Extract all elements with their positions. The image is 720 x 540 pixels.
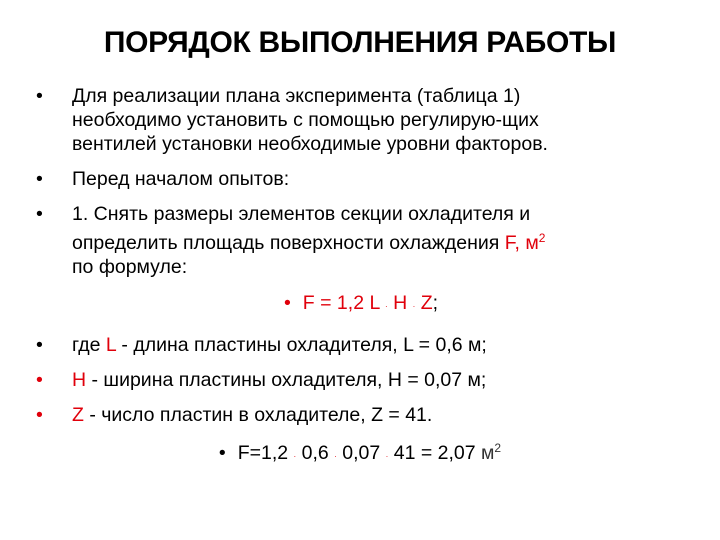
calc-part: 0,07 <box>336 442 386 464</box>
formula-symbol-f: F <box>302 292 315 314</box>
bullet-dot-icon: • <box>36 168 43 190</box>
calculation-result <box>0 436 720 469</box>
multiply-dot: · <box>334 452 337 461</box>
formula-semicolon: ; <box>432 292 439 314</box>
calc-part: 41 = 2,07 <box>388 442 482 464</box>
result-unit: м <box>481 442 495 464</box>
bullet-dot-icon: • <box>283 292 291 314</box>
formula-equals: = 1,2 <box>314 292 370 314</box>
bullet-item-def-z <box>36 403 686 427</box>
bullet-dot-icon: • <box>36 203 43 225</box>
definition-prefix: где <box>72 334 106 356</box>
multiply-dot: · <box>385 302 388 311</box>
bullet-dot-icon: • <box>36 404 43 426</box>
bullet-dot-icon: • <box>218 442 226 464</box>
definition-symbol: L <box>105 334 117 356</box>
definition-text: - длина пластины охладителя, L = 0,6 м; <box>116 334 487 356</box>
bullet-dot-icon: • <box>36 85 43 107</box>
calc-part: 0,6 <box>296 442 335 464</box>
area-unit-exponent: 2 <box>538 231 546 245</box>
formula-symbol-z: Z <box>420 292 433 314</box>
definition-text: - число пластин в охладителе, Z = 41. <box>83 404 433 426</box>
text-fragment: определить площадь поверхности охлаждения <box>72 232 505 254</box>
bullet-item-measure <box>36 202 686 279</box>
text-line: Для реализации плана эксперимента (таблица 1) <box>72 85 521 107</box>
multiply-dot: · <box>293 452 297 461</box>
text-line-with-highlight <box>72 226 686 255</box>
bullet-item-plan <box>36 84 686 156</box>
formula-line <box>36 291 686 319</box>
slide-title: ПОРЯДОК ВЫПОЛНЕНИЯ РАБОТЫ <box>103 26 617 59</box>
definition-symbol: Z <box>72 404 84 426</box>
bullet-dot-icon: • <box>36 369 43 391</box>
definition-line <box>72 368 686 392</box>
definition-line <box>72 333 686 357</box>
bullet-list <box>36 84 686 438</box>
calc-part: F=1,2 <box>237 442 294 464</box>
area-symbol: F, м <box>504 232 539 254</box>
bullet-item-def-l <box>36 333 686 357</box>
definition-symbol: H <box>72 369 87 391</box>
definition-line <box>72 403 686 427</box>
multiply-dot: · <box>412 302 416 311</box>
text-line: 1. Снять размеры элементов секции охладителя и <box>72 203 531 225</box>
formula-symbol-l: L <box>369 292 380 314</box>
result-unit-exponent: 2 <box>494 441 502 455</box>
text-line: по формуле: <box>72 256 188 278</box>
bullet-item-def-h <box>36 368 686 392</box>
text-line: Перед началом опытов: <box>72 168 290 190</box>
multiply-dot: · <box>385 452 389 461</box>
formula-symbol-h: H <box>393 292 408 314</box>
text-line: вентилей установки необходимые уровни факторов. <box>72 133 548 155</box>
bullet-dot-icon: • <box>36 334 43 356</box>
definition-text: - ширина пластины охладителя, H = 0,07 м; <box>86 369 487 391</box>
bullet-item-before <box>36 167 686 191</box>
text-line: необходимо установить с помощью регулирую-щих <box>72 109 539 131</box>
